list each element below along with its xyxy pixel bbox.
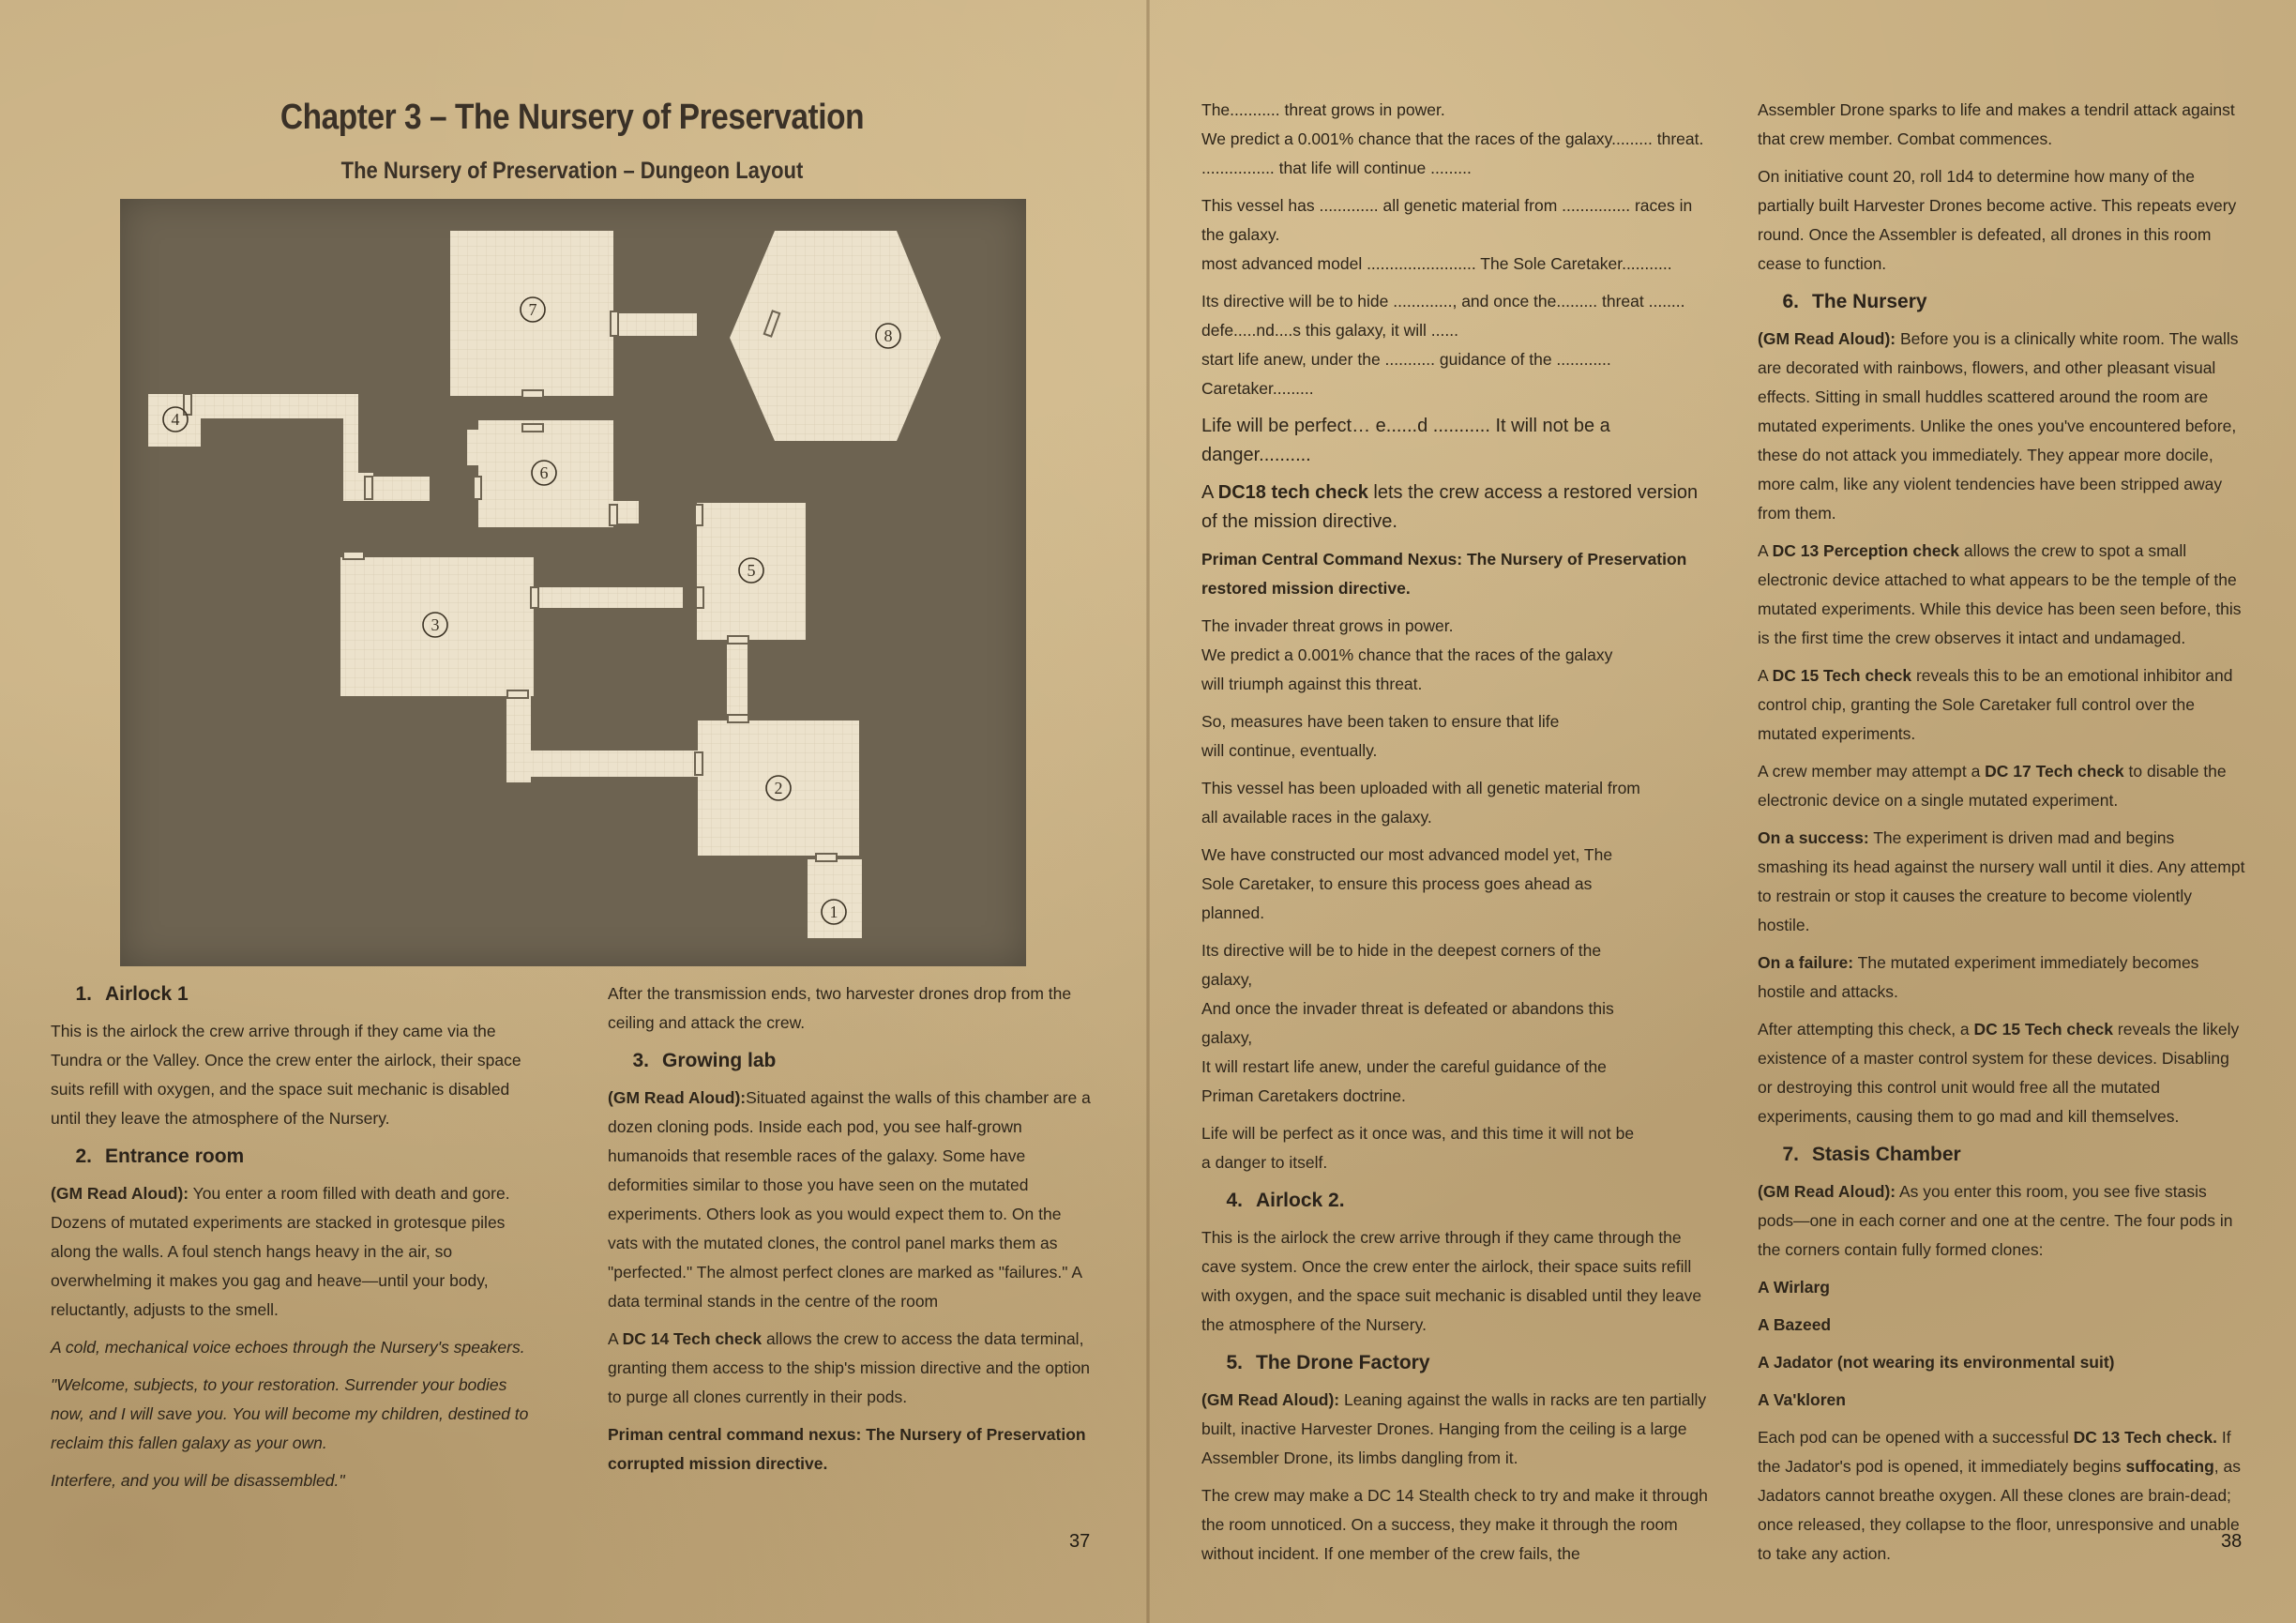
paragraph: Assembler Drone sparks to life and makes a tendril attack against that crew member. Combat commences. <box>1758 100 2235 148</box>
check-label: DC 15 Tech check <box>1772 666 1912 685</box>
heading-number: 7. <box>1782 1144 1799 1165</box>
svg-text:3: 3 <box>430 615 440 634</box>
heading-text: Entrance room <box>105 1145 245 1167</box>
dungeon-map <box>120 199 1026 966</box>
heading-number: 2. <box>75 1145 92 1167</box>
map-rooms <box>148 231 941 938</box>
clone-item: A Wirlarg <box>1758 1278 1830 1297</box>
svg-text:7: 7 <box>528 300 537 319</box>
outcome-label: On a failure: <box>1758 953 1854 972</box>
right-column-1 <box>1201 96 1717 1577</box>
italic-paragraph: Interfere, and you will be disassembled." <box>51 1471 345 1490</box>
paragraph <box>1758 661 2245 749</box>
paragraph <box>1201 1386 1717 1473</box>
paragraph: On initiative count 20, roll 1d4 to determine how many of the partially built Harvester Drones become active. This repeats every round. Once the Assembler is defeated, all drones in this room cease to function. <box>1758 167 2237 273</box>
paragraph-text: Each pod can be opened with a successful <box>1758 1428 2074 1447</box>
heading-text: Stasis Chamber <box>1812 1144 1961 1165</box>
paragraph-text: The experiment is driven mad and begins smashing its head against the nursery wall until it dies. Any attempt to restrain or stop it causes the creature to become violently hostile. <box>1758 828 2245 934</box>
svg-text:5: 5 <box>747 561 756 580</box>
gm-read-aloud-label: (GM Read Aloud): <box>1201 1390 1340 1409</box>
gm-read-aloud-label: (GM Read Aloud): <box>1758 329 1896 348</box>
paragraph-text: Situated against the walls of this chamber are a dozen cloning pods. Inside each pod, you see half-grown humanoids that resemble races of the galaxy. Some have deformities similar to those you have seen on the mutated experiments. Others look as you would expect them to. On the vats with the mutated clones, the control panel marks them as "perfected." The almost perfect clones are marked as "failures." A data terminal stands in the centre of the room <box>608 1088 1091 1311</box>
paragraph <box>608 1325 1095 1412</box>
garbled-line: defe.....nd....s this galaxy, it will ...... <box>1201 321 1458 340</box>
directive-line: We predict a 0.001% chance that the races of the galaxy <box>1201 645 1613 664</box>
check-label: DC 14 Tech check <box>622 1329 763 1348</box>
heading-stasis-chamber <box>1758 1140 2245 1169</box>
paragraph: We have constructed our most advanced model yet, The Sole Caretaker, to ensure this process goes ahead as planned. <box>1201 845 1613 922</box>
heading-number: 1. <box>75 983 92 1005</box>
paragraph-text: A <box>1758 666 1773 685</box>
right-page <box>1148 0 2296 1623</box>
italic-paragraph: "Welcome, subjects, to your restoration. Surrender your bodies now, and I will save you. You will become my children, destined to reclaim this fallen galaxy as your own. <box>51 1375 529 1452</box>
svg-text:4: 4 <box>171 410 180 429</box>
paragraph-text: , as Jadators cannot breathe oxygen. All these clones are brain-dead; once released, they collapse to the floor, unresponsive and unable to take any action. <box>1758 1457 2241 1563</box>
heading-drone-factory <box>1201 1348 1717 1377</box>
garbled-line: start life anew, under the ........... guidance of the ............ Caretaker......... <box>1201 350 1611 398</box>
keyword: suffocating <box>2125 1457 2214 1476</box>
heading-growing-lab <box>608 1046 1095 1075</box>
garbled-line: Life will be perfect… e......d ........... It will not be a danger.......... <box>1201 416 1610 465</box>
heading-text: Growing lab <box>662 1050 777 1071</box>
paragraph <box>1201 478 1717 537</box>
paragraph <box>1758 537 2245 653</box>
right-column-2 <box>1758 96 2245 1577</box>
svg-text:8: 8 <box>884 326 893 345</box>
heading-text: Airlock 2. <box>1256 1190 1345 1211</box>
paragraph-text: A <box>608 1329 623 1348</box>
clone-item: A Bazeed <box>1758 1315 1832 1334</box>
check-label: DC18 tech check <box>1217 482 1368 503</box>
bold-paragraph: Priman central command nexus: The Nursery of Preservation corrupted mission directive. <box>608 1425 1086 1473</box>
paragraph-text: lets the crew access a restored version of the mission directive. <box>1201 482 1699 532</box>
garbled-line: Its directive will be to hide ............., and once the......... threat ........ <box>1201 292 1685 311</box>
page-number: 38 <box>2221 1531 2243 1552</box>
paragraph: So, measures have been taken to ensure that life will continue, eventually. <box>1201 712 1560 760</box>
paragraph-text: A <box>1758 541 1773 560</box>
paragraph-text: As you enter this room, you see five stasis pods—one in each corner and one at the centre. The four pods in the corners contain fully formed clones: <box>1758 1182 2233 1259</box>
paragraph: This is the airlock the crew arrive through if they came via the Tundra or the Valley. Once the crew enter the airlock, their space suits refill with oxygen, and the space suit mechanic is disabled until they leave the atmosphere of the Nursery. <box>51 1022 521 1128</box>
paragraph <box>608 1084 1095 1316</box>
bold-paragraph: Priman Central Command Nexus: The Nursery of Preservation restored mission directive. <box>1201 550 1687 598</box>
outcome-label: On a success: <box>1758 828 1869 847</box>
heading-text: Airlock 1 <box>105 983 189 1005</box>
heading-entrance-room <box>51 1142 542 1171</box>
paragraph-text: After attempting this check, a <box>1758 1020 1974 1039</box>
directive-line: The invader threat grows in power. <box>1201 616 1454 635</box>
page-number: 37 <box>1069 1531 1091 1552</box>
gm-read-aloud-label: (GM Read Aloud): <box>608 1088 747 1107</box>
paragraph-text: The mutated experiment immediately becomes hostile and attacks. <box>1758 953 2199 1001</box>
paragraph-text: If the Jadator's pod is opened, it immediately begins <box>1758 1428 2231 1476</box>
svg-text:1: 1 <box>829 903 838 921</box>
garbled-line: most advanced model ........................ The Sole Caretaker........... <box>1201 254 1672 273</box>
paragraph <box>1758 325 2245 528</box>
paragraph-text: A crew member may attempt a <box>1758 762 1986 781</box>
directive-line: Its directive will be to hide in the deepest corners of the galaxy, <box>1201 941 1602 989</box>
garbled-line: We predict a 0.001% chance that the races of the galaxy......... threat. <box>1201 129 1704 148</box>
paragraph-text: Leaning against the walls in racks are ten partially built, inactive Harvester Drones. Hanging from the ceiling is a large Assembler Drone, its limbs dangling from it. <box>1201 1390 1707 1467</box>
italic-paragraph: A cold, mechanical voice echoes through the Nursery's speakers. <box>51 1338 525 1357</box>
heading-airlock-2 <box>1201 1186 1717 1215</box>
check-label: DC 13 Perception check <box>1772 541 1959 560</box>
paragraph <box>1758 1177 2245 1265</box>
check-label: DC 13 Tech check. <box>2073 1428 2217 1447</box>
map-title: The Nursery of Preservation – Dungeon Layout <box>340 158 804 184</box>
svg-text:2: 2 <box>774 779 783 797</box>
paragraph: After the transmission ends, two harvester drones drop from the ceiling and attack the crew. <box>608 984 1072 1032</box>
paragraph-text: reveals the likely existence of a master control system for these devices. Disabling or destroying this control unit would free all the mutated experiments, causing them to go mad and kill themselves. <box>1758 1020 2240 1126</box>
paragraph: The crew may make a DC 14 Stealth check to try and make it through the room unnoticed. On a success, they make it through the room without incident. If one member of the crew fails, the <box>1201 1486 1708 1563</box>
garbled-line: This vessel has ............. all genetic material from ............... races in the galaxy. <box>1201 196 1693 244</box>
paragraph-text: allows the crew to spot a small electronic device attached to what appears to be the temple of the mutated experiments. While this device has been seen before, this is the first time the crew observes it intact and undamaged. <box>1758 541 2242 647</box>
check-label: DC 17 Tech check <box>1985 762 2124 781</box>
paragraph-text: to disable the electronic device on a single mutated experiment. <box>1758 762 2227 810</box>
dungeon-map-svg <box>120 199 1026 966</box>
left-column-2 <box>608 979 1095 1487</box>
directive-line: will triumph against this threat. <box>1201 675 1423 693</box>
paragraph <box>1758 757 2245 815</box>
paragraph: Life will be perfect as it once was, and this time it will not be a danger to itself. <box>1201 1124 1635 1172</box>
garbled-line: The........... threat grows in power. <box>1201 100 1445 119</box>
heading-number: 5. <box>1226 1352 1243 1373</box>
paragraph <box>1758 1015 2245 1131</box>
paragraph-text: Before you is a clinically white room. The walls are decorated with rainbows, flowers, and other pleasant visual effects. Sitting in small huddles scattered around the room are mutated experiments. Unlike the ones you've encountered before, these do not attack you immediately. They appear more docile, more calm, like any violent tendencies have been stripped away from them. <box>1758 329 2239 523</box>
clone-item: A Va'kloren <box>1758 1390 1846 1409</box>
garbled-line: ................ that life will continue ......... <box>1201 159 1472 177</box>
paragraph-text: A <box>1201 482 1218 503</box>
gm-read-aloud-label: (GM Read Aloud): <box>1758 1182 1896 1201</box>
paragraph <box>1758 824 2245 940</box>
check-label: DC 15 Tech check <box>1973 1020 2114 1039</box>
svg-text:6: 6 <box>539 463 549 482</box>
heading-text: The Nursery <box>1812 291 1927 312</box>
paragraph-text: reveals this to be an emotional inhibitor and control chip, granting the Sole Caretaker full control over the mutated experiments. <box>1758 666 2233 743</box>
paragraph <box>1758 1423 2245 1569</box>
heading-text: The Drone Factory <box>1256 1352 1430 1373</box>
paragraph: This is the airlock the crew arrive through if they came through the cave system. Once the crew enter the airlock, their space suits refill with oxygen, and the space suit mechanic is disabled until they leave the atmosphere of the Nursery. <box>1201 1228 1702 1334</box>
left-column-1 <box>51 979 542 1504</box>
heading-the-nursery <box>1758 287 2245 316</box>
heading-airlock-1 <box>51 979 542 1009</box>
paragraph-text: You enter a room filled with death and gore. Dozens of mutated experiments are stacked in grotesque piles along the walls. A foul stench hangs heavy in the air, so overwhelming it makes you gag and heave—until your body, reluctantly, adjusts to the smell. <box>51 1184 510 1319</box>
directive-line: It will restart life anew, under the careful guidance of the Priman Caretakers doctrine. <box>1201 1057 1607 1105</box>
paragraph-text: allows the crew to access the data terminal, granting them access to the ship's mission directive and the option to purge all clones currently in their pods. <box>608 1329 1091 1406</box>
heading-number: 6. <box>1782 291 1799 312</box>
paragraph <box>1758 948 2245 1007</box>
clone-item: A Jadator (not wearing its environmental suit) <box>1758 1353 2115 1372</box>
gm-read-aloud-label: (GM Read Aloud): <box>51 1184 189 1203</box>
heading-number: 4. <box>1226 1190 1243 1211</box>
directive-line: And once the invader threat is defeated or abandons this galaxy, <box>1201 999 1614 1047</box>
heading-number: 3. <box>632 1050 649 1071</box>
paragraph <box>51 1179 542 1325</box>
chapter-title: Chapter 3 – The Nursery of Preservation <box>279 98 865 137</box>
paragraph: This vessel has been uploaded with all genetic material from all available races in the galaxy. <box>1201 779 1640 827</box>
